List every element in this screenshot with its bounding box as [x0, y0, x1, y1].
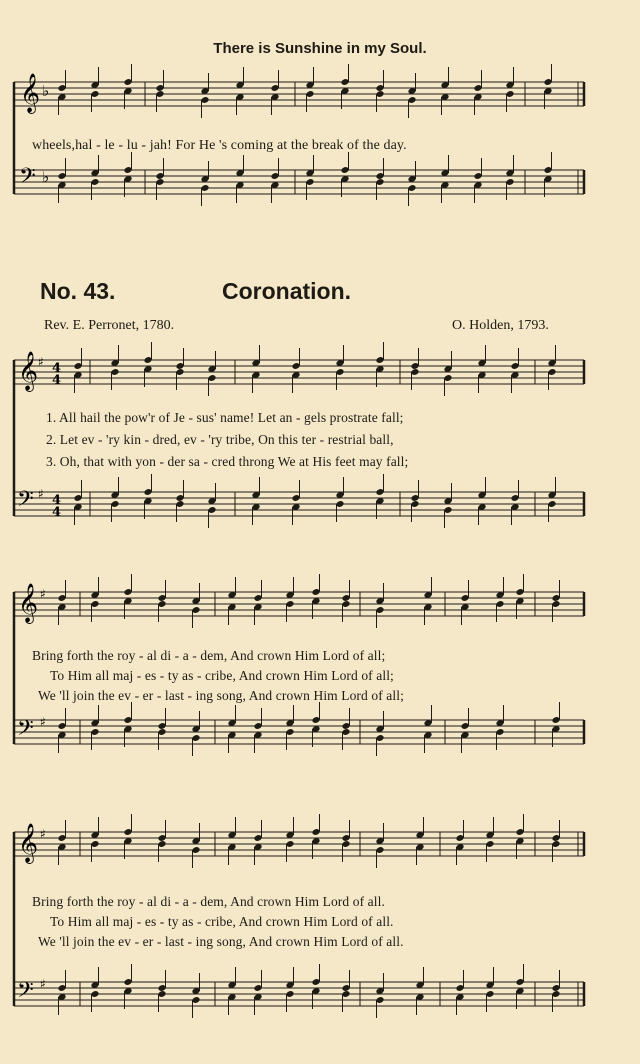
composer-credit: O. Holden, 1793.	[452, 318, 549, 333]
svg-text:4: 4	[52, 373, 62, 388]
bass-clef-icon: 𝄢	[17, 978, 34, 1008]
system-2-verse-1: Bring forth the roy - al di - a - dem, And crown Him Lord of all;	[32, 648, 386, 663]
svg-text:4: 4	[52, 505, 62, 520]
bass-clef-icon: 𝄢	[19, 164, 36, 194]
svg-text:♯: ♯	[40, 715, 46, 729]
svg-text:♭: ♭	[42, 168, 50, 186]
system-1-verse-2: 2. Let ev - 'ry kin - dred, ev - 'ry tribe, On this ter - restrial ball,	[46, 432, 394, 447]
system-2-verse-3: We 'll join the ev - er - last - ing song, And crown Him Lord of all;	[38, 688, 404, 703]
svg-text:4: 4	[52, 361, 62, 376]
bass-clef-icon: 𝄢	[17, 487, 34, 517]
treble-clef-icon: 𝄞	[18, 583, 39, 623]
hymn-title: Coronation.	[222, 278, 352, 304]
svg-text:♭: ♭	[42, 82, 50, 100]
svg-text:♯: ♯	[40, 827, 46, 841]
system-3-verse-3: We 'll join the ev - er - last - ing song, And crown Him Lord of all.	[38, 934, 404, 949]
svg-text:4: 4	[52, 493, 62, 508]
author-credit: Rev. E. Perronet, 1780.	[44, 318, 175, 333]
bass-clef-icon: 𝄢	[17, 716, 34, 746]
system-1-verse-1: 1. All hail the pow'r of Je - sus' name! Let an - gels prostrate fall;	[46, 410, 404, 425]
system-3-verse-1: Bring forth the roy - al di - a - dem, And crown Him Lord of all.	[32, 894, 385, 909]
system-1-verse-3: 3. Oh, that with yon - der sa - cred throng We at His feet may fall;	[46, 454, 409, 469]
svg-text:♯: ♯	[38, 487, 44, 501]
hymn-number: No. 43.	[40, 278, 116, 304]
prev-hymn-title: There is Sunshine in my Soul.	[213, 40, 427, 57]
treble-clef-icon: 𝄞	[20, 73, 41, 113]
system-3-verse-2: To Him all maj - es - ty as - cribe, And crown Him Lord of all.	[50, 914, 394, 929]
prev-hymn-lyric: wheels,hal - le - lu - jah! For He 's coming at the break of the day.	[32, 138, 407, 153]
system-2-verse-2: To Him all maj - es - ty as - cribe, And crown Him Lord of all;	[50, 668, 394, 683]
treble-clef-icon: 𝄞	[18, 823, 39, 863]
svg-text:♯: ♯	[40, 587, 46, 601]
svg-text:♯: ♯	[38, 355, 44, 369]
treble-clef-icon: 𝄞	[18, 351, 39, 391]
svg-text:♯: ♯	[40, 977, 46, 991]
